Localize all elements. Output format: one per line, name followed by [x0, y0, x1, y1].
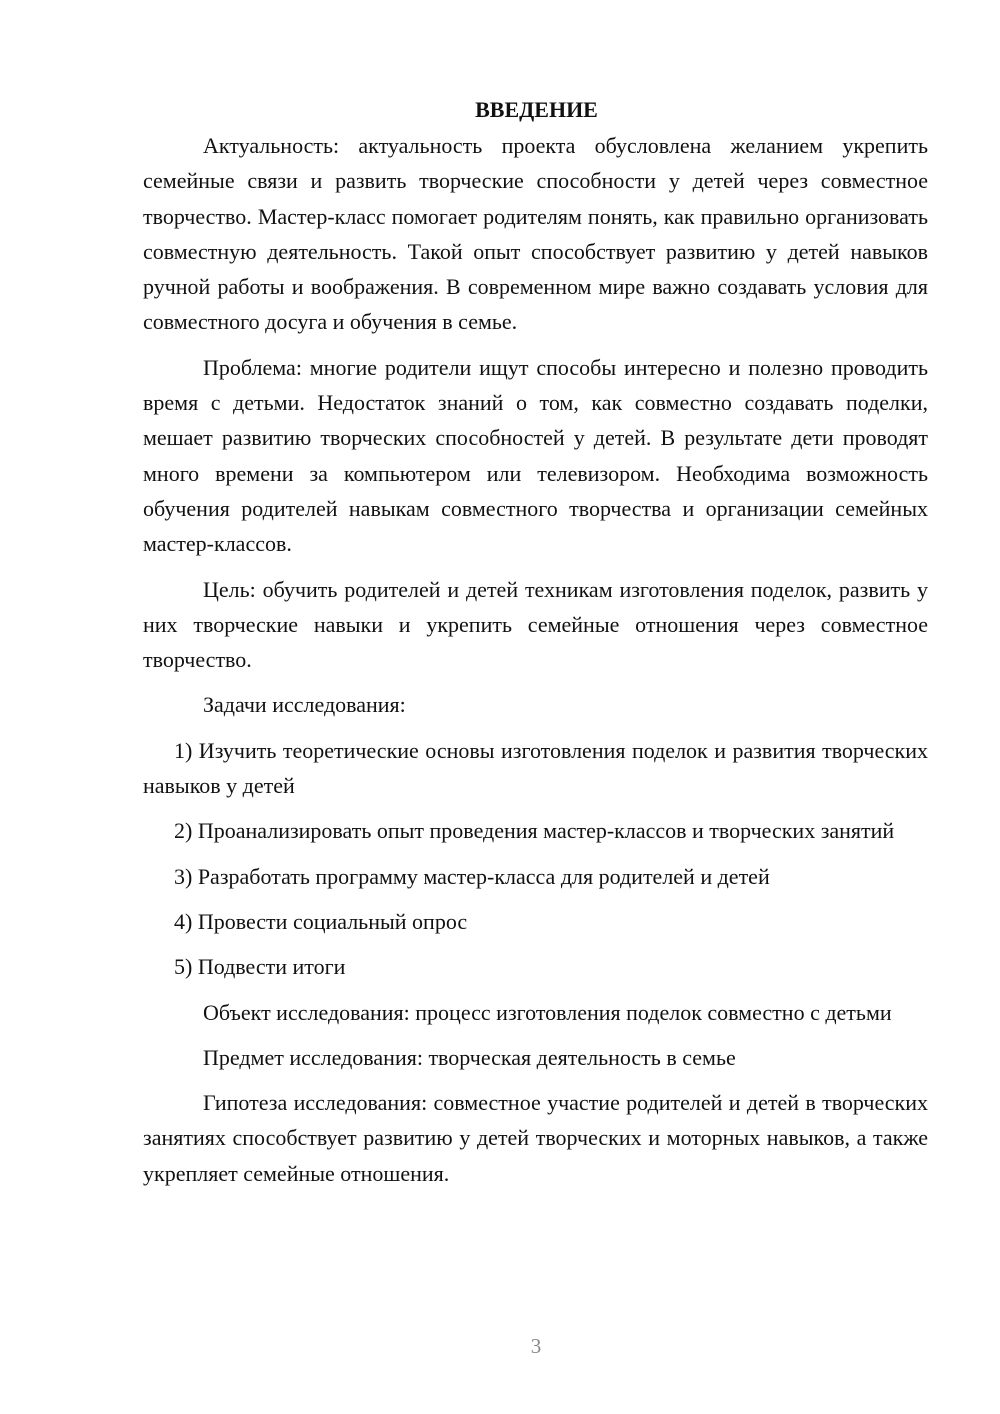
- task-item-4: 4) Провести социальный опрос: [174, 908, 468, 934]
- task-item-1: 1) Изучить теоретические основы изготовления поделок и развития творческих навыков у детей: [143, 737, 928, 799]
- object-paragraph: Объект исследования: процесс изготовления поделок совместно с детьми: [203, 999, 892, 1025]
- goal-paragraph: Цель: обучить родителей и детей техникам изготовления поделок, развить у них творческие навыки и укрепить семейные отношения через совместное творчество.: [143, 576, 928, 673]
- section-title: ВВЕДЕНИЕ: [475, 97, 598, 122]
- hypothesis-paragraph: Гипотеза исследования: совместное участие родителей и детей в творческих занятиях способствует развитию у детей творческих и моторных навыков, а также укрепляет семейные отношения.: [143, 1090, 928, 1186]
- page-number: 3: [530, 1334, 542, 1358]
- problem-paragraph: Проблема: многие родители ищут способы интересно и полезно проводить время с детьми. Недостаток знаний о том, как совместно создавать поделки, мешает развитию творческих способностей у детей. В результате дети проводят много времени за компьютером или телевизором. Необходима возможность обучения родителей навыкам совместного творчества и организации семейных мастер-классов.: [143, 354, 928, 557]
- relevance-paragraph: Актуальность: актуальность проекта обусловлена желанием укрепить семейные связи и развить творческие способности у детей через совместное творчество. Мастер-класс помогает родителям понять, как правильно организовать совместную деятельность. Такой опыт способствует развитию у детей навыков ручной работы и воображения. В современном мире важно создавать условия для совместного досуга и обучения в семье.: [143, 133, 928, 335]
- subject-paragraph: Предмет исследования: творческая деятельность в семье: [203, 1044, 736, 1070]
- tasks-list: [143, 733, 928, 985]
- task-item-5: 5) Подвести итоги: [174, 954, 346, 980]
- task-item-3: 3) Разработать программу мастер-класса для родителей и детей: [174, 863, 770, 889]
- tasks-heading: Задачи исследования:: [203, 692, 406, 718]
- document-page: [143, 94, 928, 1201]
- task-item-2: 2) Проанализировать опыт проведения мастер-классов и творческих занятий: [174, 818, 895, 844]
